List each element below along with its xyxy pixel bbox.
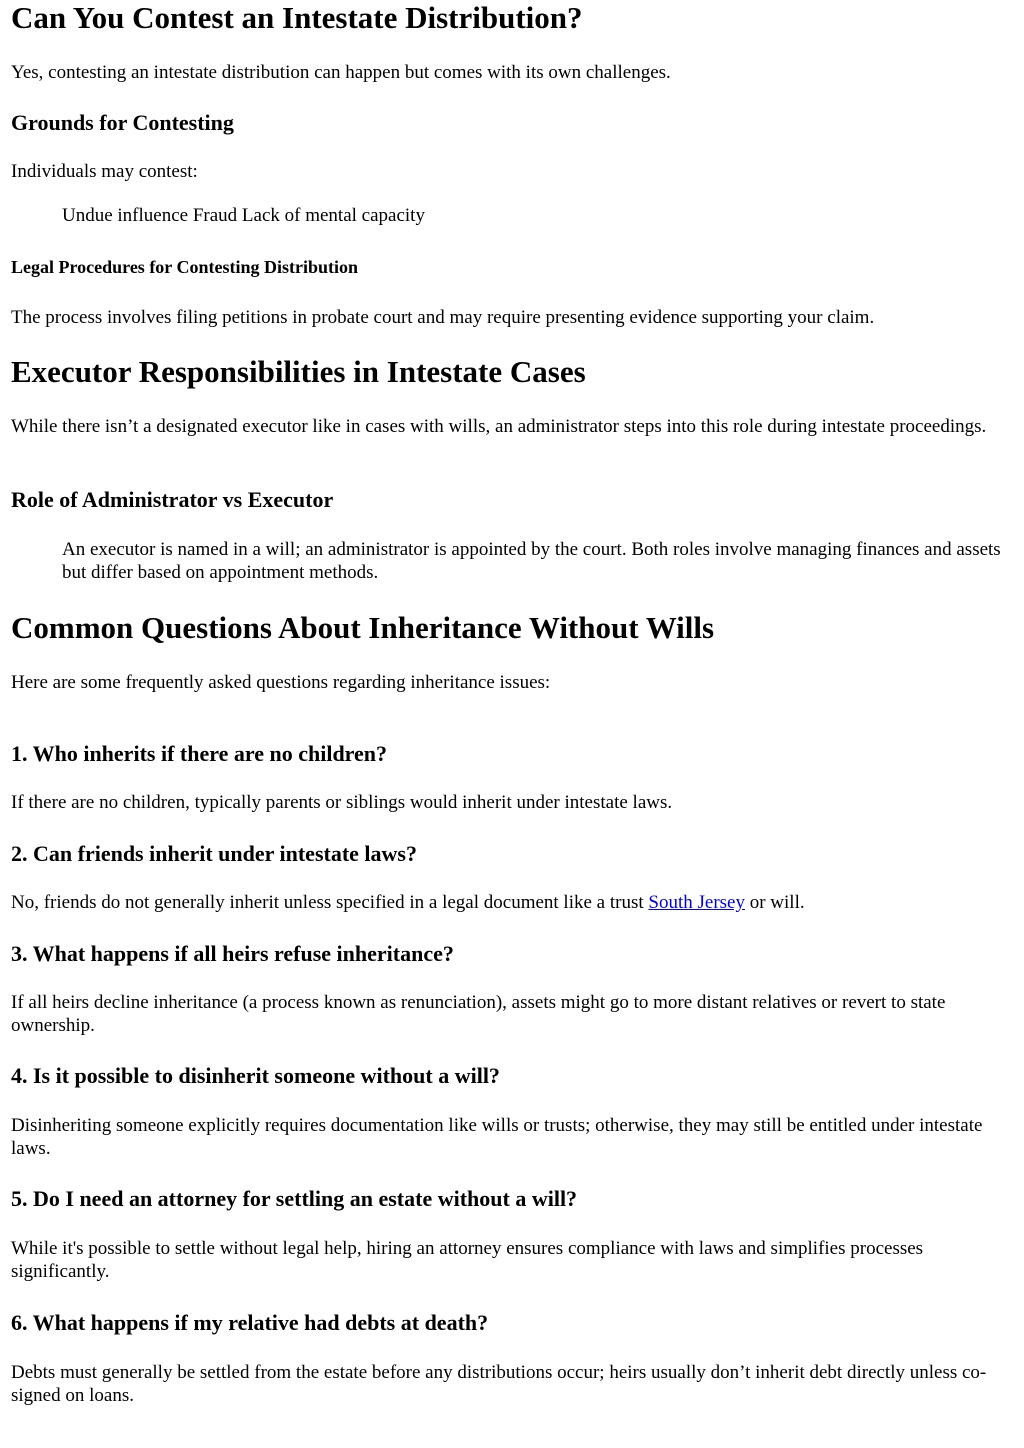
paragraph-contest-intro: Yes, contesting an intestate distribution can happen but comes with its own challenges.	[11, 62, 671, 83]
heading-grounds: Grounds for Contesting	[11, 110, 234, 135]
heading-faq: Common Questions About Inheritance Without Wills	[11, 610, 715, 645]
faq-question-3: 3. What happens if all heirs refuse inheritance?	[11, 941, 454, 966]
faq-answer-2-text-after: or will.	[744, 892, 805, 913]
paragraph-procedures: The process involves filing petitions in probate court and may require presenting evidence supporting your claim.	[11, 307, 875, 328]
faq-question-1: 1. Who inherits if there are no children?	[11, 741, 388, 766]
faq-answer-5: While it's possible to settle without legal help, hiring an attorney ensures compliance with laws and simplifies processes significantly.	[11, 1238, 924, 1282]
faq-answer-4: Disinheriting someone explicitly requires documentation like wills or trusts; otherwise, they may still be entitled under intestate laws.	[11, 1115, 983, 1159]
south-jersey-link[interactable]: South Jersey	[648, 892, 745, 913]
faq-question-6: 6. What happens if my relative had debts at death?	[11, 1310, 489, 1335]
heading-executor: Executor Responsibilities in Intestate Cases	[11, 354, 586, 389]
heading-procedures: Legal Procedures for Contesting Distribution	[11, 257, 358, 277]
paragraph-executor-intro: While there isn’t a designated executor like in cases with wills, an administrator steps into this role during intestate proceedings.	[11, 416, 987, 437]
faq-answer-2	[11, 891, 1011, 914]
paragraph-grounds-intro: Individuals may contest:	[11, 161, 198, 182]
faq-answer-1: If there are no children, typically parents or siblings would inherit under intestate laws.	[11, 792, 673, 813]
paragraph-faq-intro: Here are some frequently asked questions regarding inheritance issues:	[11, 672, 551, 693]
heading-role: Role of Administrator vs Executor	[11, 487, 334, 512]
grounds-list: Undue influence Fraud Lack of mental capacity	[62, 205, 425, 226]
faq-question-4: 4. Is it possible to disinherit someone without a will?	[11, 1063, 500, 1088]
faq-answer-3: If all heirs decline inheritance (a process known as renunciation), assets might go to more distant relatives or revert to state ownership.	[11, 992, 946, 1036]
heading-contest: Can You Contest an Intestate Distribution?	[11, 0, 583, 35]
faq-answer-6: Debts must generally be settled from the estate before any distributions occur; heirs usually don’t inherit debt directly unless co-signed on loans.	[11, 1362, 987, 1406]
paragraph-role: An executor is named in a will; an administrator is appointed by the court. Both roles involve managing finances and assets but differ based on appointment methods.	[62, 539, 1001, 583]
faq-question-5: 5. Do I need an attorney for settling an estate without a will?	[11, 1186, 578, 1211]
faq-answer-2-text-before: No, friends do not generally inherit unless specified in a legal document like a trust	[11, 892, 649, 913]
faq-question-2: 2. Can friends inherit under intestate laws?	[11, 841, 417, 866]
